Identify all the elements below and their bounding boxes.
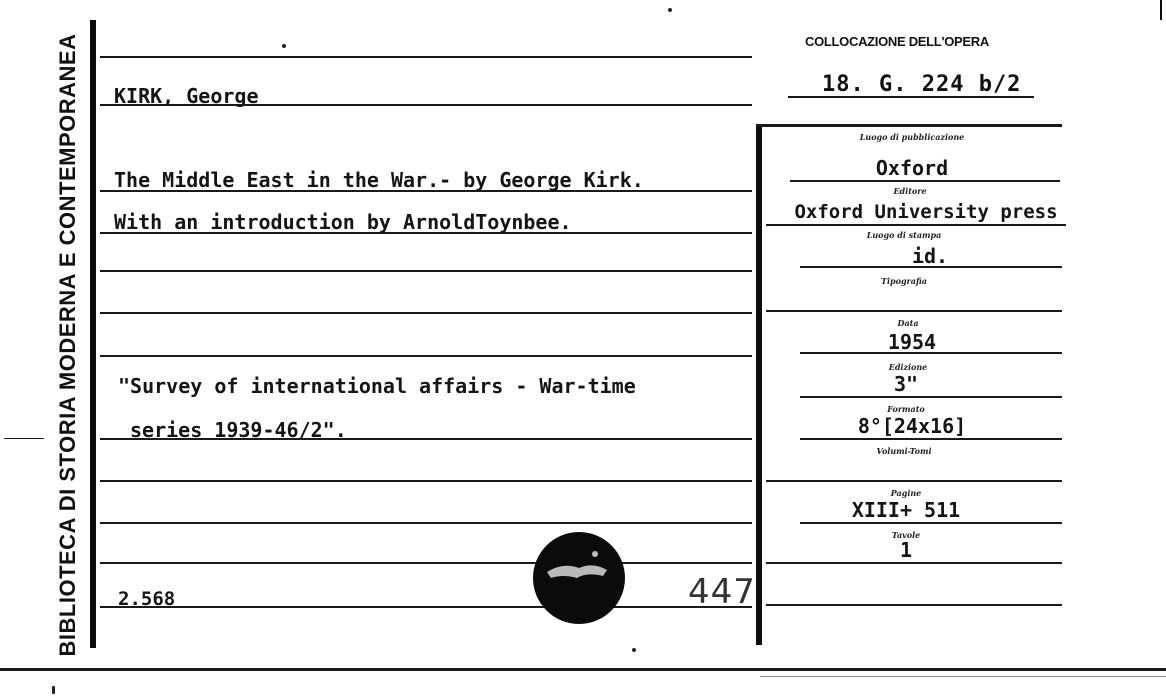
field-value-publisher: Oxford University press (794, 201, 1058, 223)
library-stamp (533, 532, 625, 624)
field-value-edition: 3" (893, 372, 919, 396)
field-label-publisher: Editore (893, 186, 927, 196)
field-label-format: Formato (887, 404, 925, 414)
field-value-date: 1954 (887, 330, 937, 354)
ruled-line (100, 270, 752, 272)
ink-speck (632, 648, 636, 652)
ruled-line (100, 606, 752, 608)
ink-speck (282, 44, 286, 48)
field-rule (766, 310, 1062, 312)
ruled-line (100, 562, 752, 564)
field-label-edition: Edizione (888, 362, 928, 372)
field-rule (766, 224, 1066, 226)
card-left-edge-mark (4, 438, 44, 439)
ink-speck (52, 686, 55, 694)
field-label-date: Data (897, 318, 919, 328)
title-line-1: The Middle East in the War.- by George Kirk. (114, 168, 644, 192)
collocation-box-top (756, 124, 1062, 127)
ruled-line (100, 355, 752, 357)
field-rule (790, 180, 1060, 182)
collocation-header: COLLOCAZIONE DELL'OPERA (805, 34, 989, 49)
field-rule (766, 604, 1062, 606)
field-label-printer: Tipografia (881, 276, 927, 286)
handwritten-note: 447 (688, 572, 756, 612)
field-value-plates: 1 (899, 538, 913, 562)
left-margin-bar (90, 20, 96, 648)
ruled-line (100, 312, 752, 314)
field-rule (800, 396, 1062, 398)
card-bottom-edge (0, 668, 1166, 671)
ruled-line (100, 480, 752, 482)
field-value-format: 8°[24x16] (857, 414, 967, 438)
collocation-divider-bar (756, 125, 762, 645)
field-label-volumes: Volumi-Tomi (876, 446, 932, 456)
field-label-place: Luogo di pubblicazione (859, 132, 965, 142)
card-right-edge (1160, 0, 1162, 20)
field-rule (800, 522, 1062, 524)
series-line-2: series 1939-46/2". (130, 418, 347, 442)
shelfmark: 18. G. 224 b/2 (822, 72, 1022, 97)
ruled-line (100, 522, 752, 524)
field-label-print-place: Luogo di stampa (866, 230, 942, 240)
inventory-number: 2.568 (118, 588, 176, 610)
card-bottom-shadow (760, 676, 1166, 677)
field-value-print-place: id. (911, 244, 949, 268)
field-value-pages: XIII+ 511 (851, 498, 961, 522)
field-rule (766, 480, 1062, 482)
ruled-line (100, 56, 752, 58)
field-rule (800, 438, 1062, 440)
library-name: BIBLIOTECA DI STORIA MODERNA E CONTEMPORANEA (55, 33, 80, 657)
field-label-plates: Tavole (891, 530, 921, 540)
field-label-pages: Pagine (890, 488, 922, 498)
field-value-place: Oxford (875, 156, 949, 180)
stamp-marks (533, 532, 625, 624)
author: KIRK, George (114, 84, 259, 108)
title-line-2: With an introduction by ArnoldToynbee. (114, 210, 572, 234)
ink-speck (668, 8, 672, 12)
series-line-1: "Survey of international affairs - War-time (118, 374, 636, 398)
field-rule (766, 562, 1062, 564)
